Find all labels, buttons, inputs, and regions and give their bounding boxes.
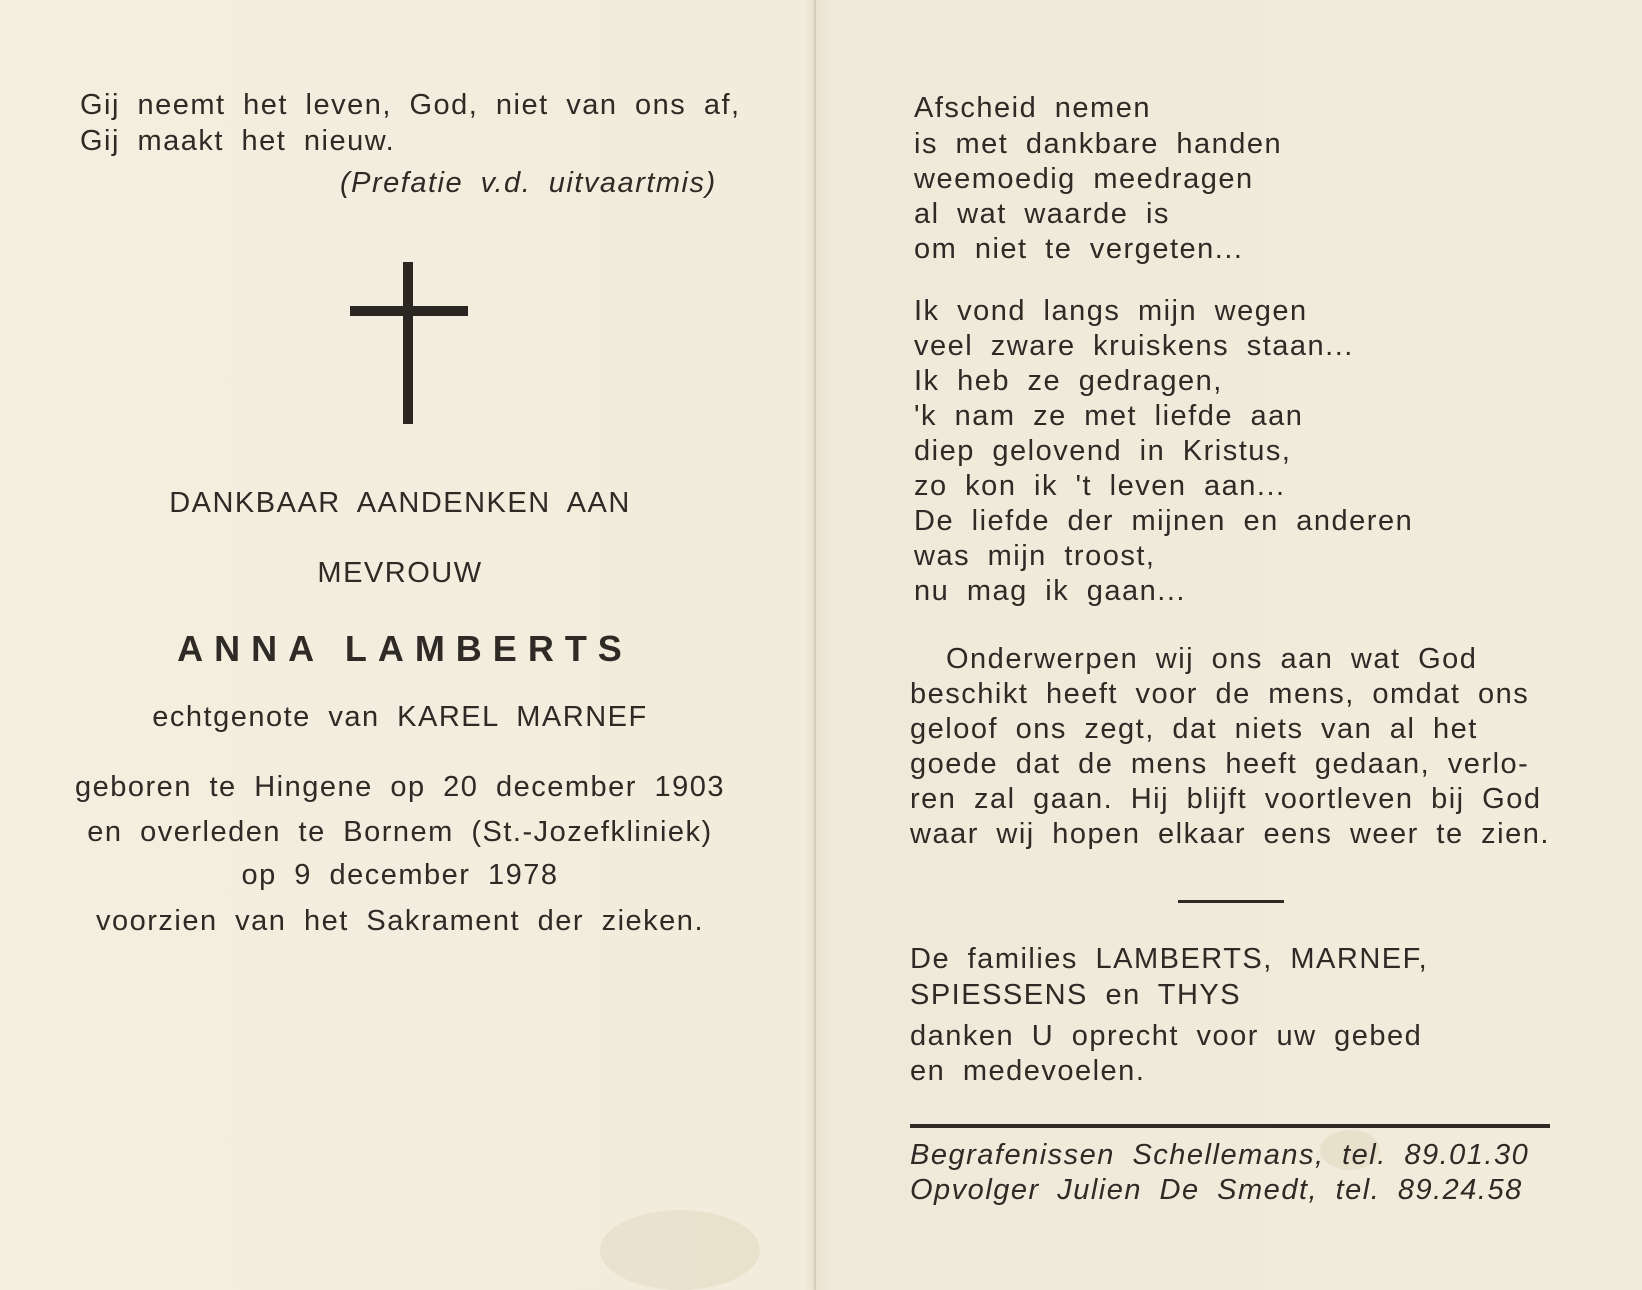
prose-line: ren zal gaan. Hij blijft voortleven bij God (910, 783, 1542, 815)
poem-line: diep gelovend in Kristus, (914, 435, 1292, 467)
footer-rule (910, 1124, 1550, 1128)
poem-line: al wat waarde is (914, 198, 1170, 230)
prose-line: waar wij hopen elkaar eens weer te zien. (910, 818, 1550, 850)
card-fold (814, 0, 816, 1290)
quote-line: Gij maakt het nieuw. (80, 125, 396, 157)
quote-line: Gij neemt het leven, God, niet van ons af, (80, 89, 741, 121)
bio-line: voorzien van het Sakrament der zieken. (96, 905, 704, 937)
bio-line: geboren te Hingene op 20 december 1903 (75, 771, 725, 803)
prose-line: goede dat de mens heeft gedaan, verlo- (910, 748, 1530, 780)
quote-source: (Prefatie v.d. uitvaartmis) (340, 167, 717, 199)
memorial-heading: DANKBAAR AANDENKEN AAN (169, 487, 631, 519)
funeral-line: Begrafenissen Schellemans, tel. 89.01.30 (910, 1139, 1530, 1171)
poem-line: om niet te vergeten... (914, 233, 1244, 265)
prose-line: beschikt heeft voor de mens, omdat ons (910, 678, 1530, 710)
poem-line: 'k nam ze met liefde aan (914, 400, 1304, 432)
poem-line: nu mag ik gaan... (914, 575, 1186, 607)
poem-line: Ik vond langs mijn wegen (914, 295, 1308, 327)
paper-stain (600, 1210, 760, 1290)
thanks-line: De families LAMBERTS, MARNEF, (910, 943, 1429, 975)
poem-line: veel zware kruiskens staan... (914, 330, 1354, 362)
poem-line: Afscheid nemen (914, 92, 1151, 124)
thanks-line: en medevoelen. (910, 1055, 1146, 1087)
poem-line: Ik heb ze gedragen, (914, 365, 1223, 397)
bio-line: op 9 december 1978 (241, 859, 559, 891)
poem-line: De liefde der mijnen en anderen (914, 505, 1414, 537)
prose-line: geloof ons zegt, dat niets van al het (910, 713, 1478, 745)
funeral-line: Opvolger Julien De Smedt, tel. 89.24.58 (910, 1174, 1523, 1206)
poem-line: weemoedig meedragen (914, 163, 1254, 195)
thanks-line: SPIESSENS en THYS (910, 979, 1242, 1011)
title-mevrouw: MEVROUW (317, 557, 483, 589)
bio-line: en overleden te Bornem (St.-Jozefkliniek) (87, 816, 713, 848)
deceased-name: ANNA LAMBERTS (177, 628, 633, 669)
spouse-line: echtgenote van KAREL MARNEF (152, 701, 648, 733)
section-divider (1178, 900, 1284, 903)
thanks-line: danken U oprecht voor uw gebed (910, 1020, 1423, 1052)
poem-line: is met dankbare handen (914, 128, 1283, 160)
prose-line: Onderwerpen wij ons aan wat God (946, 643, 1478, 675)
poem-line: was mijn troost, (914, 540, 1156, 572)
poem-line: zo kon ik 't leven aan... (914, 470, 1286, 502)
